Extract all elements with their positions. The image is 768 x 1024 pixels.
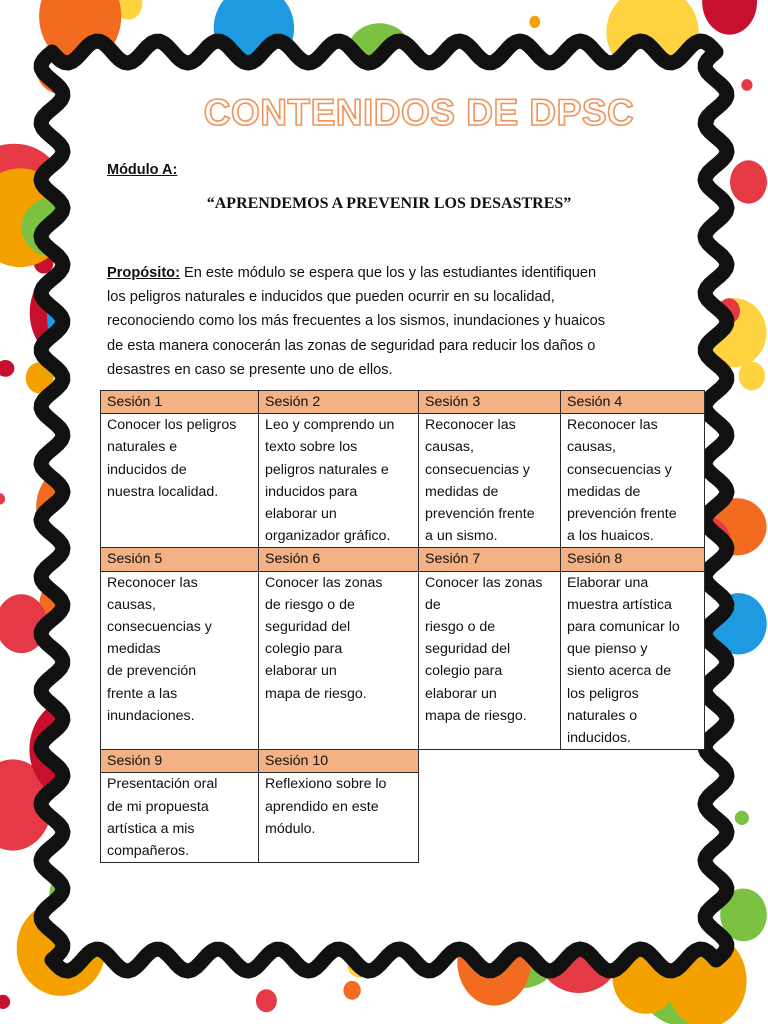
- empty-cell: [561, 750, 705, 773]
- purpose-paragraph: [107, 261, 667, 382]
- table-row-header: [101, 750, 705, 773]
- sessions-table: [100, 390, 705, 863]
- session-3-header: Sesión 3: [419, 391, 561, 414]
- session-8-header: Sesión 8: [561, 548, 705, 571]
- session-5-content: Reconocer las causas, consecuencias y medidas de prevención frente a las inundaciones.: [101, 571, 259, 750]
- page-title: CONTENIDOS DE DPSC: [203, 92, 635, 133]
- session-5-header: Sesión 5: [101, 548, 259, 571]
- session-4-content: Reconocer las causas, consecuencias y medidas de prevención frente a los huaicos.: [561, 414, 705, 548]
- session-3-content: Reconocer las causas, consecuencias y medidas de prevención frente a un sismo.: [419, 414, 561, 548]
- session-1-header: Sesión 1: [101, 391, 259, 414]
- session-1-content: Conocer los peligros naturales e inducidos de nuestra localidad.: [101, 414, 259, 548]
- empty-cell: [419, 750, 561, 773]
- table-row: [101, 773, 705, 863]
- session-6-header: Sesión 6: [259, 548, 419, 571]
- session-10-content: Reflexiono sobre lo aprendido en este módulo.: [259, 773, 419, 863]
- purpose-label: Propósito:: [107, 265, 180, 281]
- session-2-content: Leo y comprendo un texto sobre los peligros naturales e inducidos para elaborar un organizador gráfico.: [259, 414, 419, 548]
- empty-cell: [419, 773, 561, 863]
- empty-cell: [561, 773, 705, 863]
- session-8-content: Elaborar una muestra artística para comunicar lo que pienso y siento acerca de los peligros naturales o inducidos.: [561, 571, 705, 750]
- session-7-content: Conocer las zonas de riesgo o de seguridad del colegio para elaborar un mapa de riesgo.: [419, 571, 561, 750]
- purpose-line: los peligros naturales e inducidos que pueden ocurrir en su localidad,: [107, 289, 555, 306]
- session-4-header: Sesión 4: [561, 391, 705, 414]
- session-9-content: Presentación oral de mi propuesta artística a mis compañeros.: [101, 773, 259, 863]
- purpose-line: desastres en caso se presente uno de ellos.: [107, 361, 393, 378]
- purpose-line: de esta manera conocerán las zonas de seguridad para reducir los daños o: [107, 337, 596, 354]
- table-row: [101, 571, 705, 750]
- table-row-header: [101, 391, 705, 414]
- table-row-header: [101, 548, 705, 571]
- module-title: “APRENDEMOS A PREVENIR LOS DESASTRES”: [206, 195, 572, 212]
- purpose-line: [107, 261, 667, 285]
- session-6-content: Conocer las zonas de riesgo o de seguridad del colegio para elaborar un mapa de riesgo.: [259, 571, 419, 750]
- session-9-header: Sesión 9: [101, 750, 259, 773]
- session-10-header: Sesión 10: [259, 750, 419, 773]
- session-2-header: Sesión 2: [259, 391, 419, 414]
- module-label: Módulo A:: [107, 162, 178, 178]
- purpose-line: reconociendo como los más frecuentes a los sismos, inundaciones y huaicos: [107, 313, 606, 330]
- table-row: [101, 414, 705, 548]
- session-7-header: Sesión 7: [419, 548, 561, 571]
- purpose-text: En este módulo se espera que los y las estudiantes identifiquen: [179, 265, 597, 281]
